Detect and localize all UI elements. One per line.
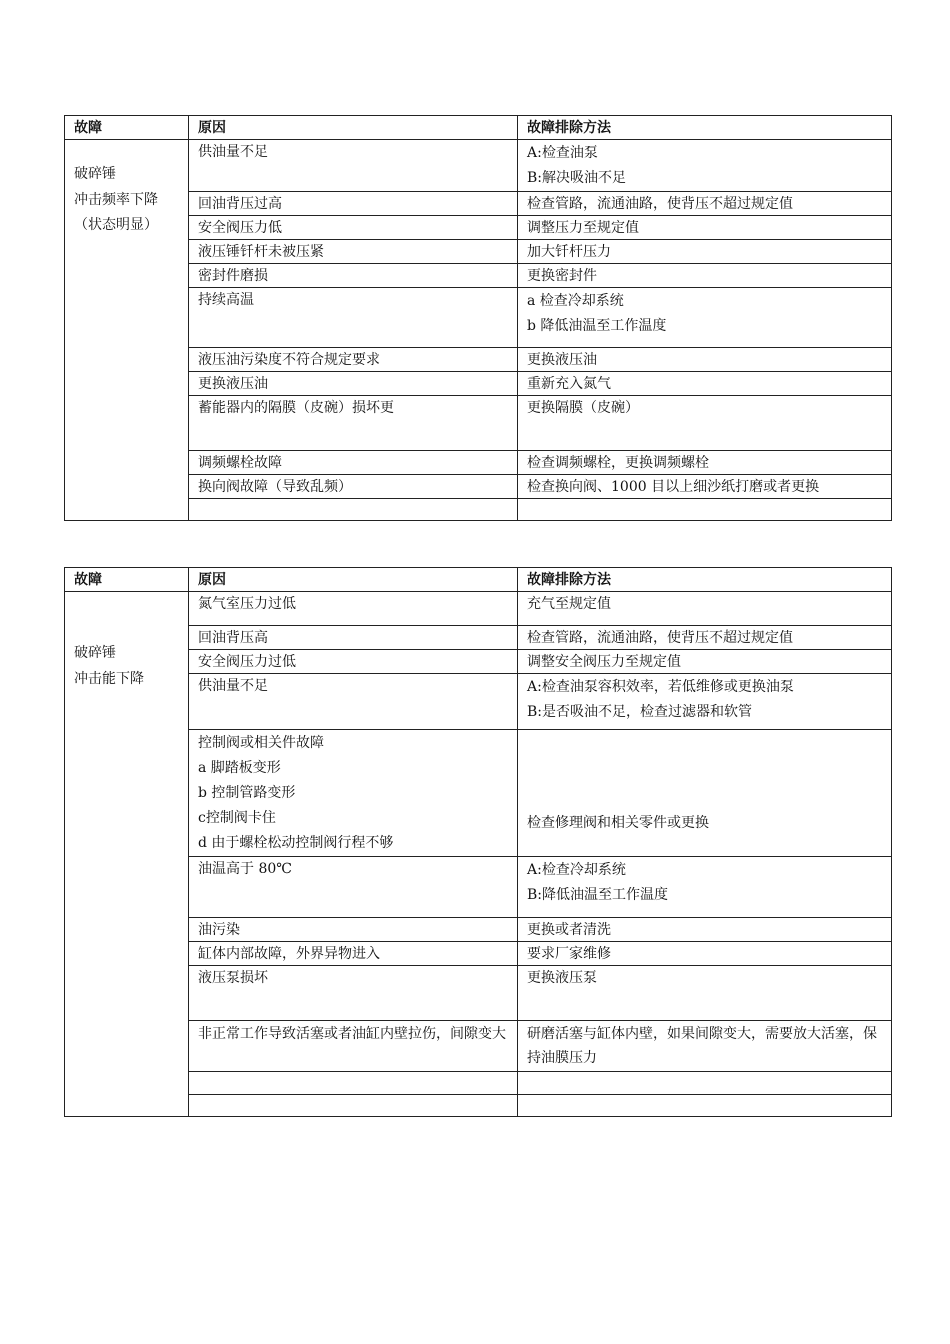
- fix-cell: [518, 650, 892, 674]
- fault-cell: [65, 140, 189, 521]
- fix-text: A:检查油泵: [527, 145, 598, 161]
- fault-table-1: [64, 115, 892, 521]
- cause-text: 缸体内部故障，外界异物进入: [198, 946, 380, 962]
- header-fix: 故障排除方法: [518, 568, 892, 592]
- table-row: [65, 626, 892, 650]
- fix-text: B:解决吸油不足: [527, 170, 627, 186]
- cause-cell: [189, 1095, 518, 1117]
- fix-text: 更换液压油: [527, 352, 597, 368]
- cause-cell: [189, 626, 518, 650]
- cause-text: 调频螺栓故障: [198, 455, 282, 471]
- table-row-empty: [65, 499, 892, 521]
- fix-cell: [518, 857, 892, 918]
- cause-cell: [189, 674, 518, 730]
- header-cause: 原因: [189, 568, 518, 592]
- fix-text: 研磨活塞与缸体内壁，如果间隙变大，需要放大活塞，保持油膜压力: [527, 1026, 877, 1066]
- cause-text: 蓄能器内的隔膜（皮碗）损坏更: [198, 400, 394, 416]
- table-row: [65, 140, 892, 192]
- fix-cell: [518, 1095, 892, 1117]
- table-header-row: [65, 116, 892, 140]
- table-header-row: [65, 568, 892, 592]
- fix-cell: [518, 626, 892, 650]
- fix-cell: [518, 140, 892, 192]
- table-row-empty: [65, 1095, 892, 1117]
- cause-text: 非正常工作导致活塞或者油缸内壁拉伤，间隙变大: [198, 1026, 506, 1042]
- cause-text: 供油量不足: [198, 144, 268, 160]
- fix-cell: [518, 966, 892, 1021]
- table-row: [65, 216, 892, 240]
- fix-cell: [518, 216, 892, 240]
- fix-text: B:降低油温至工作温度: [527, 887, 669, 903]
- fix-text: 调整压力至规定值: [527, 220, 639, 236]
- table-row: [65, 192, 892, 216]
- cause-cell: [189, 216, 518, 240]
- table-row: [65, 1021, 892, 1072]
- fix-text: 加大钎杆压力: [527, 244, 611, 260]
- cause-cell: [189, 372, 518, 396]
- table-row: [65, 730, 892, 857]
- cause-cell: [189, 348, 518, 372]
- fix-cell: [518, 730, 892, 857]
- cause-text: 回油背压过高: [198, 196, 282, 212]
- fix-text: 检查管路，流通油路，使背压不超过规定值: [527, 196, 793, 212]
- cause-cell: [189, 966, 518, 1021]
- cause-cell: [189, 918, 518, 942]
- table-row: [65, 240, 892, 264]
- fix-cell: [518, 942, 892, 966]
- cause-text: 安全阀压力低: [198, 220, 282, 236]
- fix-cell: [518, 288, 892, 348]
- fault-cell: [65, 592, 189, 1117]
- header-fault: 故障: [65, 116, 189, 140]
- cause-cell: [189, 264, 518, 288]
- fix-cell: [518, 592, 892, 626]
- table-row: [65, 918, 892, 942]
- fix-text: 检查管路，流通油路，使背压不超过规定值: [527, 630, 793, 646]
- fix-cell: [518, 396, 892, 451]
- fix-text: 检查换向阀、1000 目以上细沙纸打磨或者更换: [527, 479, 820, 495]
- fix-text: A:检查油泵容积效率，若低维修或更换油泵: [527, 679, 794, 695]
- fix-cell: [518, 348, 892, 372]
- table-row: [65, 264, 892, 288]
- cause-text: 换向阀故障（导致乱频）: [198, 479, 352, 495]
- fix-text: 检查修理阀和相关零件或更换: [527, 815, 709, 831]
- table-row-empty: [65, 1072, 892, 1095]
- fix-text: 调整安全阀压力至规定值: [527, 654, 681, 670]
- cause-cell: [189, 192, 518, 216]
- cause-cell: [189, 499, 518, 521]
- cause-cell: [189, 1072, 518, 1095]
- cause-text: 油污染: [198, 922, 240, 938]
- table-row: [65, 942, 892, 966]
- fix-cell: [518, 1021, 892, 1072]
- cause-text: 液压锤钎杆未被压紧: [198, 244, 324, 260]
- table-row: [65, 451, 892, 475]
- table-row: [65, 674, 892, 730]
- fault-line: 冲击频率下降: [74, 191, 158, 208]
- cause-cell: [189, 396, 518, 451]
- cause-text: 持续高温: [198, 292, 254, 308]
- fix-text: 更换密封件: [527, 268, 597, 284]
- fix-text: 充气至规定值: [527, 596, 611, 612]
- cause-text: 安全阀压力过低: [198, 654, 296, 670]
- fix-text: a 检查冷却系统: [527, 293, 624, 309]
- cause-text: a 脚踏板变形: [198, 760, 281, 776]
- header-fix: 故障排除方法: [518, 116, 892, 140]
- fix-cell: [518, 451, 892, 475]
- table-row: [65, 372, 892, 396]
- cause-cell: [189, 475, 518, 499]
- cause-text: 供油量不足: [198, 678, 268, 694]
- fix-cell: [518, 264, 892, 288]
- cause-text: 油温高于 80℃: [198, 861, 292, 877]
- cause-text: 液压泵损坏: [198, 970, 268, 986]
- cause-cell: [189, 288, 518, 348]
- cause-cell: [189, 857, 518, 918]
- fix-text: 更换或者清洗: [527, 922, 611, 938]
- cause-cell: [189, 730, 518, 857]
- cause-cell: [189, 942, 518, 966]
- header-cause: 原因: [189, 116, 518, 140]
- fix-cell: [518, 499, 892, 521]
- cause-text: 回油背压高: [198, 630, 268, 646]
- cause-text: 氮气室压力过低: [198, 596, 296, 612]
- table-row: [65, 396, 892, 451]
- fault-line: 破碎锤: [74, 645, 116, 661]
- cause-text: 液压油污染度不符合规定要求: [198, 352, 380, 368]
- fix-text: 重新充入氮气: [527, 376, 611, 392]
- fix-cell: [518, 240, 892, 264]
- cause-text: 密封件磨损: [198, 268, 268, 284]
- cause-cell: [189, 451, 518, 475]
- fix-text: 更换液压泵: [527, 970, 597, 986]
- fault-line: （状态明显）: [74, 217, 158, 233]
- cause-text: c控制阀卡住: [198, 810, 276, 826]
- table-row: [65, 966, 892, 1021]
- fix-cell: [518, 674, 892, 730]
- fault-line: 冲击能下降: [74, 670, 144, 687]
- fix-text: A:检查冷却系统: [527, 862, 626, 878]
- table-row: [65, 288, 892, 348]
- fix-cell: [518, 192, 892, 216]
- fix-text: 更换隔膜（皮碗）: [527, 400, 639, 416]
- fault-table-2: [64, 567, 892, 1117]
- cause-text: d 由于螺栓松动控制阀行程不够: [198, 835, 394, 851]
- cause-cell: [189, 1021, 518, 1072]
- cause-text: 控制阀或相关件故障: [198, 735, 324, 751]
- table-row: [65, 348, 892, 372]
- fault-line: 破碎锤: [74, 166, 116, 182]
- cause-cell: [189, 140, 518, 192]
- header-fault: 故障: [65, 568, 189, 592]
- table-row: [65, 592, 892, 626]
- table-row: [65, 475, 892, 499]
- cause-text: 更换液压油: [198, 376, 268, 392]
- fix-text: B:是否吸油不足，检查过滤器和软管: [527, 704, 753, 720]
- cause-cell: [189, 240, 518, 264]
- fix-cell: [518, 475, 892, 499]
- cause-text: b 控制管路变形: [198, 785, 296, 801]
- table-row: [65, 650, 892, 674]
- fix-cell: [518, 918, 892, 942]
- cause-cell: [189, 592, 518, 626]
- cause-cell: [189, 650, 518, 674]
- fix-cell: [518, 1072, 892, 1095]
- table-row: [65, 857, 892, 918]
- fix-text: b 降低油温至工作温度: [527, 318, 667, 334]
- fix-cell: [518, 372, 892, 396]
- fix-text: 要求厂家维修: [527, 946, 611, 962]
- fix-text: 检查调频螺栓，更换调频螺栓: [527, 455, 709, 471]
